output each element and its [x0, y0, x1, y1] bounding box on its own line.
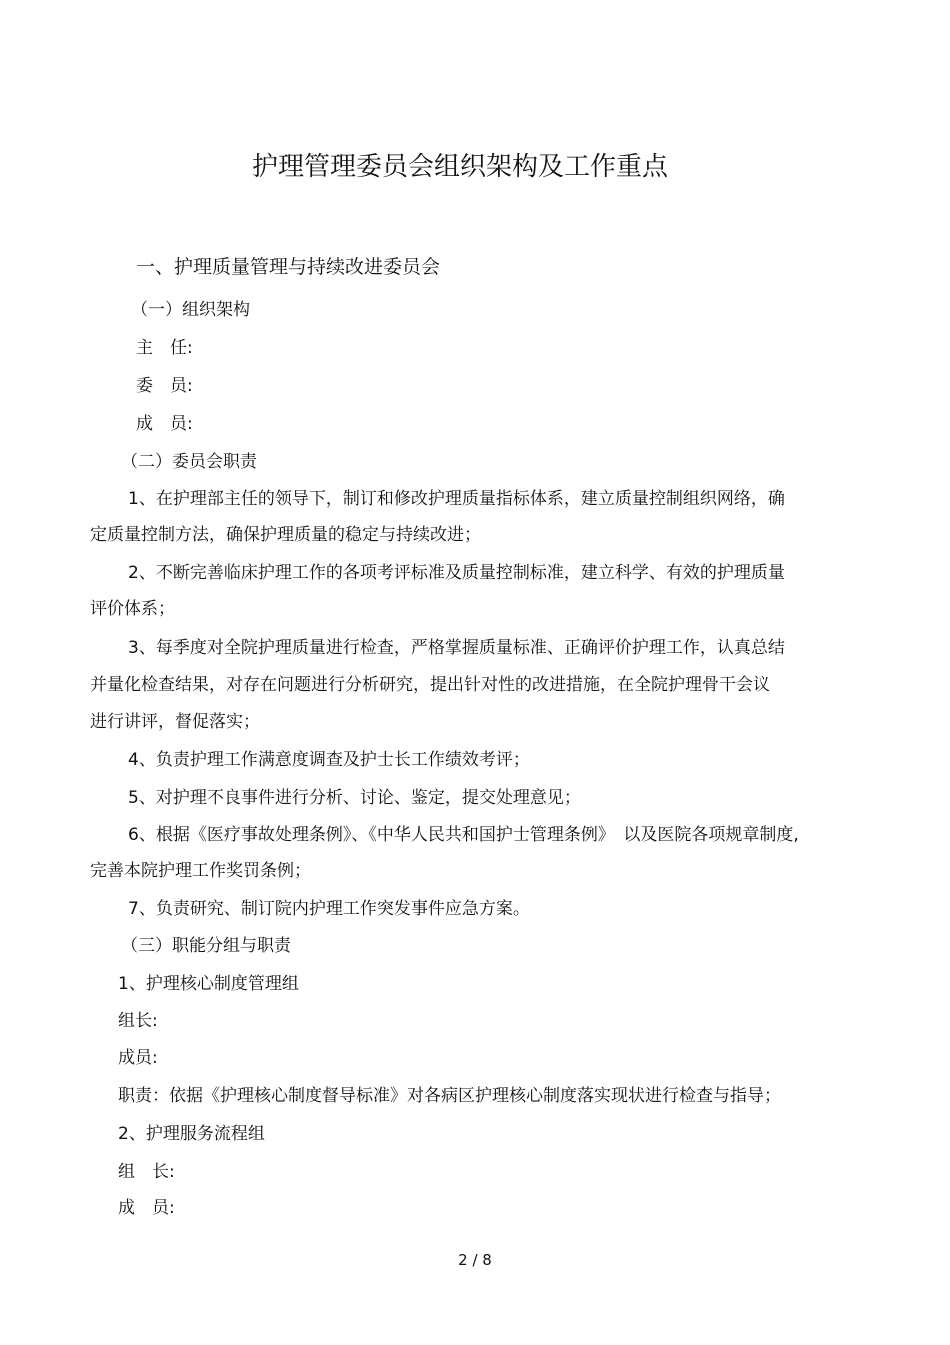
group-2-leader: 组 长:	[118, 1162, 175, 1182]
page-number: 2 / 8	[458, 1251, 492, 1269]
page-title: 护理管理委员会组织架构及工作重点	[251, 152, 668, 182]
subheading-org-structure: （一）组织架构	[131, 300, 250, 320]
group-1-duty: 职责：依据《护理核心制度督导标准》对各病区护理核心制度落实现状进行检查与指导；	[118, 1086, 781, 1106]
duty-6-line-1: 6、根据《医疗事故处理条例》、《中华人民共和国护士管理条例》 以及医院各项规章制度,	[128, 825, 799, 845]
group-1-members: 成员:	[118, 1048, 158, 1068]
duty-6-line-2: 完善本院护理工作奖罚条例；	[90, 861, 311, 881]
duty-4: 4、负责护理工作满意度调查及护士长工作绩效考评；	[128, 750, 530, 770]
group-1-title: 1、护理核心制度管理组	[118, 974, 299, 994]
duty-2-line-1: 2、不断完善临床护理工作的各项考评标准及质量控制标准，建立科学、有效的护理质量	[128, 563, 785, 583]
section-heading: 一、护理质量管理与持续改进委员会	[136, 256, 441, 278]
duty-3-line-3: 进行讲评，督促落实；	[90, 712, 260, 732]
duty-1-line-1: 1、在护理部主任的领导下，制订和修改护理质量指标体系，建立质量控制组织网络，确	[128, 489, 785, 509]
duty-3-line-2: 并量化检查结果，对存在问题进行分析研究，提出针对性的改进措施，在全院护理骨干会议	[90, 675, 770, 695]
duty-5: 5、对护理不良事件进行分析、讨论、鉴定，提交处理意见；	[128, 788, 581, 808]
duty-2-line-2: 评价体系；	[90, 599, 175, 619]
subheading-duties: （二）委员会职责	[121, 452, 257, 472]
group-2-members: 成 员:	[118, 1198, 175, 1218]
group-1-leader: 组长:	[118, 1011, 158, 1031]
duty-3-line-1: 3、每季度对全院护理质量进行检查，严格掌握质量标准、正确评价护理工作，认真总结	[128, 638, 785, 658]
duty-7: 7、负责研究、制订院内护理工作突发事件应急方案。	[128, 899, 530, 919]
group-2-title: 2、护理服务流程组	[118, 1124, 265, 1144]
duty-1-line-2: 定质量控制方法，确保护理质量的稳定与持续改进；	[90, 525, 481, 545]
director-line: 主 任:	[136, 338, 193, 358]
committee-member-line: 委 员:	[136, 376, 193, 396]
subheading-groups: （三）职能分组与职责	[121, 936, 291, 956]
staff-line: 成 员:	[136, 414, 193, 434]
